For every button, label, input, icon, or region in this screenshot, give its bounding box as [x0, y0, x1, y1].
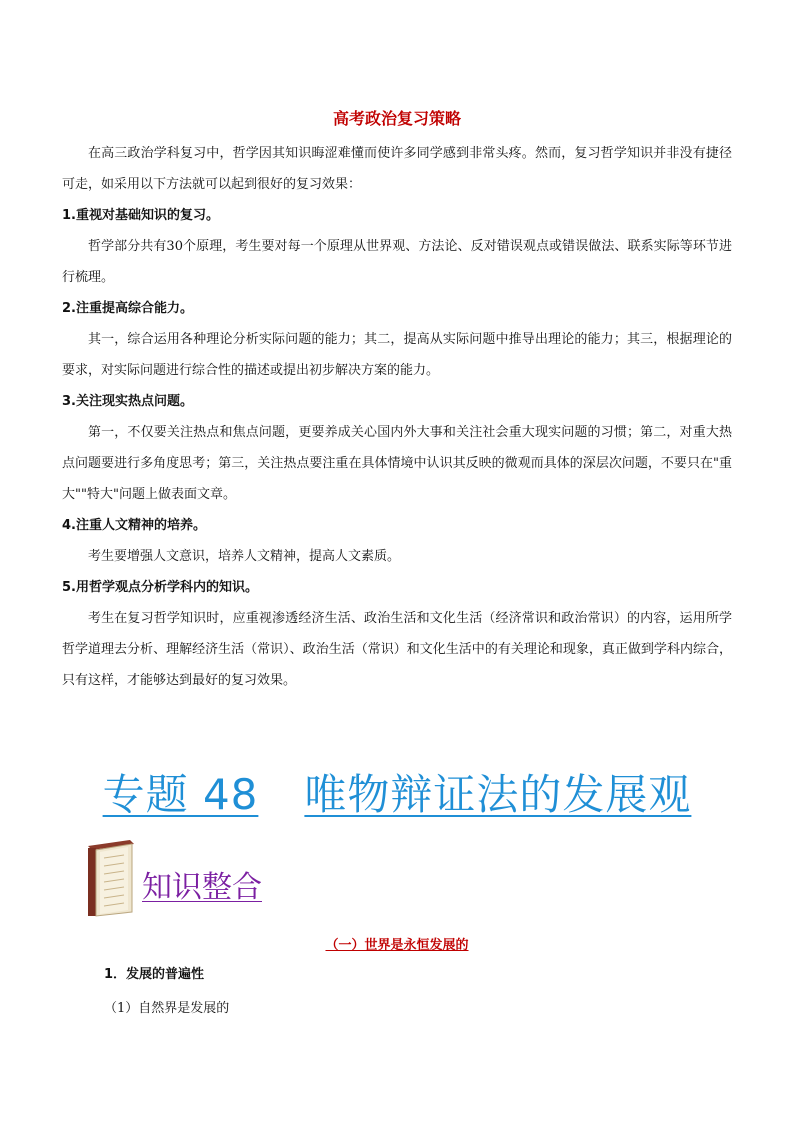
strategy-body: [62, 138, 732, 696]
strategy-intro: 在高三政治学科复习中，哲学因其知识晦涩难懂而使许多同学感到非常头疼。然而，复习哲学知识并非没有捷径可走，如采用以下方法就可以起到很好的复习效果：: [62, 146, 732, 192]
section-text: 考生要增强人文意识，培养人文精神，提高人文素质。: [88, 549, 401, 564]
section-text: 第一，不仅要关注热点和焦点问题，更要养成关心国内外大事和关注社会重大现实问题的习惯；第二，对重大热点问题要进行多角度思考；第三，关注热点要注重在具体情境中认识其反映的微观而具体的深层次问题，不要只在"重大""特大"问题上做表面文章。: [62, 425, 732, 502]
section-text: 考生在复习哲学知识时，应重视渗透经济生活、政治生活和文化生活（经济常识和政治常识）的内容，运用所学哲学道理去分析、理解经济生活（常识）、政治生活（常识）和文化生活中的有关理论和现象，真正做到学科内综合，只有这样，才能够达到最好的复习效果。: [62, 611, 732, 688]
section-text: 其一，综合运用各种理论分析实际问题的能力；其二，提高从实际问题中推导出理论的能力；其三，根据理论的要求，对实际问题进行综合性的描述或提出初步解决方案的能力。: [62, 332, 732, 378]
section-text: 哲学部分共有30个原理，考生要对每一个原理从世界观、方法论、反对错误观点或错误做法、联系实际等环节进行梳理。: [62, 239, 732, 285]
topic-name: 唯物辩证法的发展观: [304, 770, 692, 819]
topic-number: 专题 48: [102, 770, 259, 819]
book-icon: [82, 838, 138, 918]
section-heading: 3.关注现实热点问题。: [62, 394, 193, 409]
section-heading: 1.重视对基础知识的复习。: [62, 208, 219, 223]
subsection-title: （一）世界是永恒发展的: [325, 938, 469, 953]
section-heading: 4.注重人文精神的培养。: [62, 518, 206, 533]
point-heading: 1．发展的普遍性: [104, 967, 205, 982]
section-heading: 2.注重提高综合能力。: [62, 301, 193, 316]
point-item: （1）自然界是发展的: [104, 1001, 230, 1016]
topic-title: [0, 762, 794, 822]
strategy-title: 高考政治复习策略: [332, 109, 461, 128]
section-title: 知识整合: [142, 870, 262, 905]
section-heading: 5.用哲学观点分析学科内的知识。: [62, 580, 258, 595]
